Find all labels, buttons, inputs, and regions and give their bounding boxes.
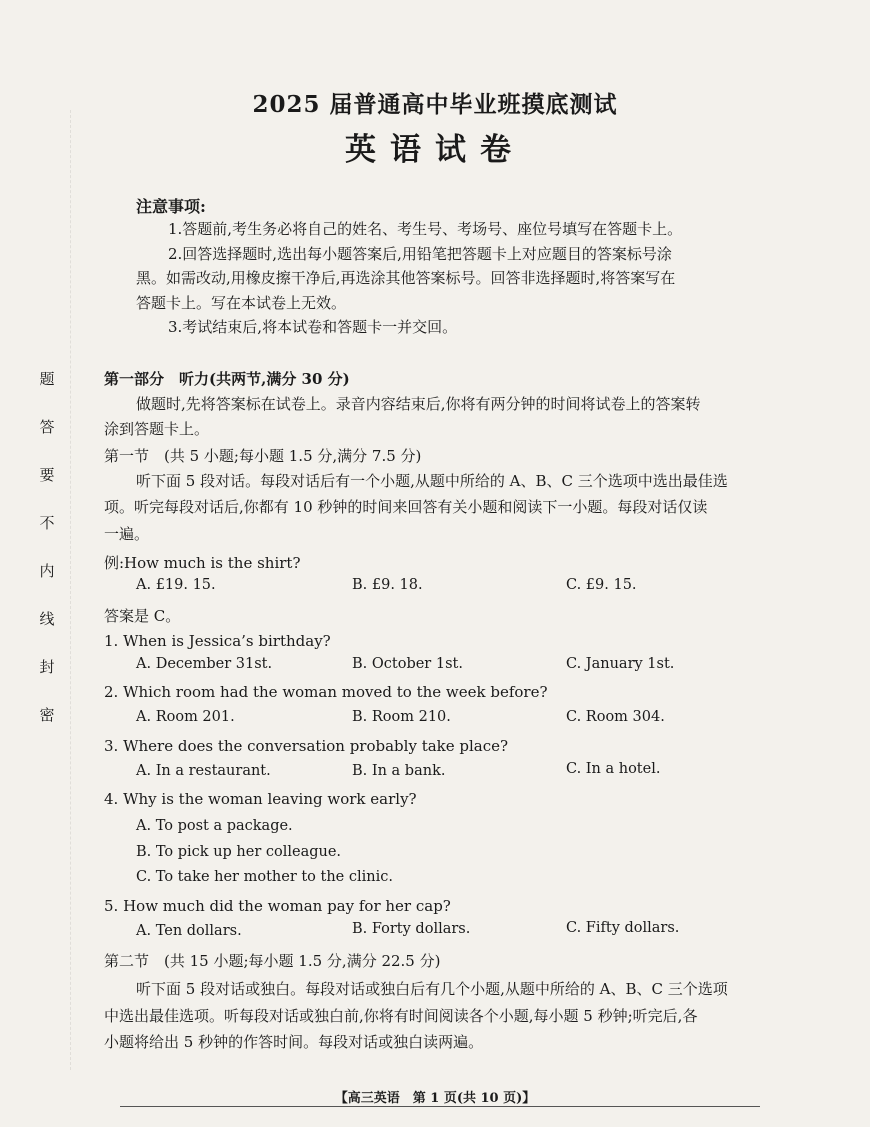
q1-option-b: B. October 1st. (352, 656, 463, 672)
section2-heading: 第二节 (共 15 小题;每小题 1.5 分,满分 22.5 分) (104, 952, 441, 970)
question-5: 5. How much did the woman pay for her cap? (104, 897, 451, 915)
notes-line-2a: 2.回答选择题时,选出每小题答案后,用铅笔把答题卡上对应题目的答案标号涂 (168, 245, 672, 263)
section1-instr-a: 听下面 5 段对话。每段对话后有一个小题,从题中所给的 A、B、C 三个选项中选出最佳选 (136, 472, 728, 490)
binding-line (70, 110, 71, 1070)
q5-option-a: A. Ten dollars. (136, 923, 242, 939)
binding-char: 密 (39, 706, 55, 724)
section1-instr-c: 一遍。 (104, 525, 150, 543)
example-option-b: B. £9. 18. (352, 577, 423, 593)
example-question: 例:How much is the shirt? (104, 554, 301, 572)
question-1: 1. When is Jessica’s birthday? (104, 632, 331, 650)
binding-char: 题 (39, 370, 55, 388)
binding-char: 答 (39, 418, 55, 436)
binding-margin-text (36, 372, 58, 756)
q3-option-a: A. In a restaurant. (136, 763, 271, 779)
section1-heading: 第一节 (共 5 小题;每小题 1.5 分,满分 7.5 分) (104, 447, 422, 465)
q5-option-b: B. Forty dollars. (352, 921, 471, 937)
notes-heading: 注意事项: (136, 197, 206, 216)
question-4: 4. Why is the woman leaving work early? (104, 790, 417, 808)
section2-instr-a: 听下面 5 段对话或独白。每段对话或独白后有几个小题,从题中所给的 A、B、C 三个选项 (136, 980, 728, 998)
part1-intro-b: 涂到答题卡上。 (104, 420, 210, 438)
exam-title: 2025 届普通高中毕业班摸底测试 (252, 91, 618, 118)
binding-char: 线 (39, 610, 55, 628)
q3-option-b: B. In a bank. (352, 763, 446, 779)
q4-option-c: C. To take her mother to the clinic. (136, 869, 393, 885)
q5-option-c: C. Fifty dollars. (566, 920, 680, 936)
q1-option-c: C. January 1st. (566, 656, 675, 672)
page-footer: 【高三英语 第 1 页(共 10 页)】 (334, 1091, 536, 1106)
subject-title: 英语试卷 (345, 132, 525, 168)
binding-char: 封 (39, 658, 55, 676)
binding-char: 内 (39, 562, 55, 580)
question-3: 3. Where does the conversation probably take place? (104, 737, 509, 755)
section2-instr-b: 中选出最佳选项。听每段对话或独白前,你将有时间阅读各个小题,每小题 5 秒钟;听完后,各 (104, 1007, 698, 1025)
example-option-a: A. £19. 15. (136, 577, 216, 593)
notes-line-3: 3.考试结束后,将本试卷和答题卡一并交回。 (168, 318, 458, 336)
binding-char: 要 (39, 466, 55, 484)
q4-option-b: B. To pick up her colleague. (136, 844, 342, 860)
q2-option-b: B. Room 210. (352, 709, 451, 725)
notes-line-2b: 黑。如需改动,用橡皮擦干净后,再选涂其他答案标号。回答非选择题时,将答案写在 (136, 269, 676, 287)
q2-option-a: A. Room 201. (136, 709, 235, 725)
q1-option-a: A. December 31st. (136, 656, 273, 672)
question-2: 2. Which room had the woman moved to the week before? (104, 683, 548, 701)
section1-instr-b: 项。听完每段对话后,你都有 10 秒钟的时间来回答有关小题和阅读下一小题。每段对话仅读 (104, 498, 708, 516)
part1-heading: 第一部分 听力(共两节,满分 30 分) (104, 370, 350, 388)
q3-option-c: C. In a hotel. (566, 761, 661, 777)
section2-instr-c: 小题将给出 5 秒钟的作答时间。每段对话或独白读两遍。 (104, 1033, 484, 1051)
example-answer: 答案是 C。 (104, 607, 181, 625)
q4-option-a: A. To post a package. (136, 818, 293, 834)
footer-rule (120, 1106, 760, 1107)
q2-option-c: C. Room 304. (566, 709, 665, 725)
notes-line-1: 1.答题前,考生务必将自己的姓名、考生号、考场号、座位号填写在答题卡上。 (168, 220, 683, 238)
part1-intro-a: 做题时,先将答案标在试卷上。录音内容结束后,你将有两分钟的时间将试卷上的答案转 (136, 395, 701, 413)
example-option-c: C. £9. 15. (566, 577, 637, 593)
binding-char: 不 (39, 514, 55, 532)
notes-line-2c: 答题卡上。写在本试卷上无效。 (136, 294, 347, 312)
